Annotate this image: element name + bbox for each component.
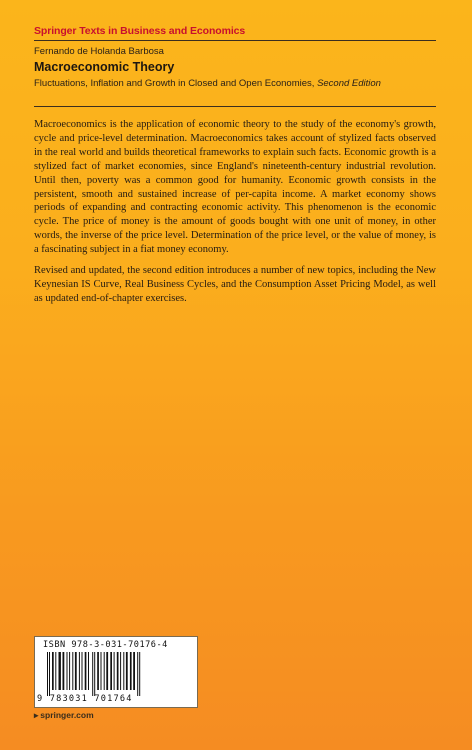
barcode-bar bbox=[72, 652, 73, 690]
barcode-bar bbox=[69, 652, 70, 690]
blurb-text bbox=[34, 118, 436, 313]
arrow-icon: ▸ bbox=[34, 710, 39, 720]
barcode-bar bbox=[79, 652, 80, 690]
barcode-bar bbox=[139, 652, 140, 696]
barcode-bar bbox=[110, 652, 112, 690]
barcode-bar bbox=[55, 652, 56, 690]
barcode-bar bbox=[59, 652, 61, 690]
barcode-bar bbox=[63, 652, 65, 690]
author-name: Fernando de Holanda Barbosa bbox=[34, 46, 164, 57]
barcode-bar bbox=[123, 652, 124, 690]
barcode-bar bbox=[47, 652, 48, 696]
barcode-bar bbox=[85, 652, 87, 690]
barcode-bar bbox=[67, 652, 68, 690]
barcode-bar bbox=[120, 652, 121, 690]
barcode-bar bbox=[104, 652, 105, 690]
isbn-barcode bbox=[34, 636, 198, 708]
subtitle-main: Fluctuations, Inflation and Growth in Closed and Open Economies, bbox=[34, 78, 315, 89]
barcode-bar bbox=[114, 652, 115, 690]
edition-label: Second Edition bbox=[317, 78, 381, 89]
book-subtitle bbox=[34, 78, 381, 89]
barcode-bar bbox=[117, 652, 119, 690]
barcode-bar bbox=[133, 652, 135, 690]
publisher-website[interactable] bbox=[34, 710, 94, 721]
top-rule bbox=[34, 40, 436, 41]
barcode-bar bbox=[106, 652, 108, 690]
barcode-bars bbox=[47, 652, 193, 696]
barcode-bar bbox=[126, 652, 128, 690]
barcode-bar bbox=[82, 652, 83, 690]
barcode-bar bbox=[92, 652, 93, 696]
book-title: Macroeconomic Theory bbox=[34, 60, 175, 74]
blurb-paragraph-1: Macroeconomics is the application of economic theory to the study of the economy's growth, cycle and price-level determination. Macroeconomics takes account of stylized facts observed in the real world and builds theoretical frameworks to explain such facts. Economic growth is a stylized fact of market economies, since England's nineteenth-century industrial revolution. Until then, poverty was a common good for humanity. Economic growth consists in the persistent, smooth and sustained increase of per-capita income. A market economy shows periods of expanding and contracting economic activity. This phenomenon is the economic cycle. The price of money is the amount of goods bought with one unit of money, in other words, the inverse of the price level. Determination of the price level, or the value of money, is a fascinating subject in a fiat money economy. bbox=[34, 119, 436, 256]
header-rule bbox=[34, 106, 436, 107]
barcode-bar bbox=[97, 652, 99, 690]
barcode-bar bbox=[101, 652, 102, 690]
barcode-bar bbox=[49, 652, 50, 696]
blurb-paragraph-2: Revised and updated, the second edition introduces a number of new topics, including the New Keynesian IS Curve, Real Business Cycles, and the Consumption Asset Pricing Model, as well as updated end-of-chapter exercises. bbox=[34, 265, 436, 304]
barcode-bar bbox=[94, 652, 95, 696]
barcode-bar bbox=[88, 652, 89, 690]
series-title: Springer Texts in Business and Economics bbox=[34, 25, 246, 37]
barcode-bar bbox=[137, 652, 138, 696]
barcode-bar bbox=[52, 652, 54, 690]
barcode-bar bbox=[75, 652, 77, 690]
isbn-label: ISBN 978-3-031-70176-4 bbox=[43, 640, 168, 650]
website-label: springer.com bbox=[40, 710, 94, 720]
barcode-digits: 9 783031 701764 bbox=[37, 694, 133, 704]
barcode-bar bbox=[130, 652, 132, 690]
